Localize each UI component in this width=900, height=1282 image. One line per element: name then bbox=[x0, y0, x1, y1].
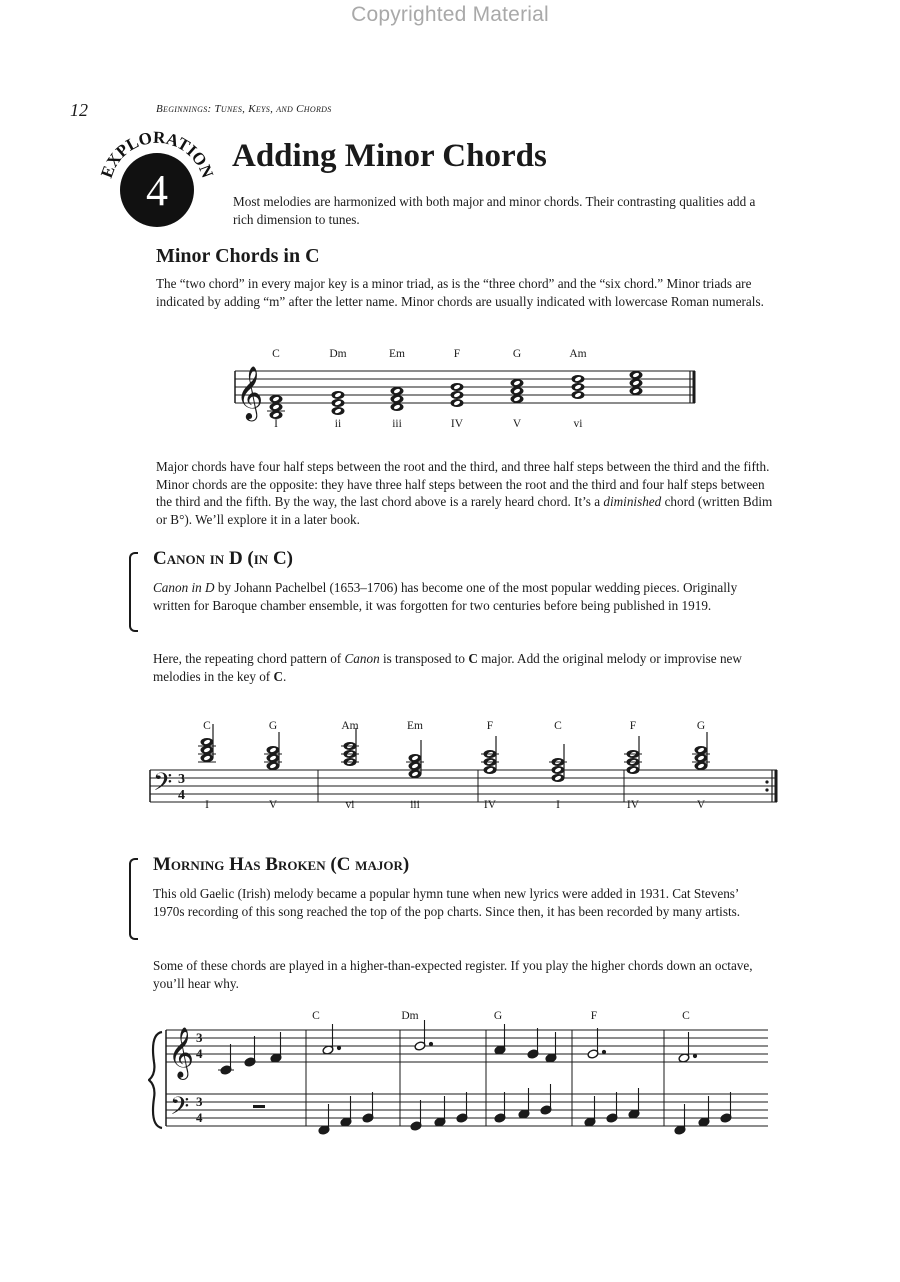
page-title: Adding Minor Chords bbox=[232, 138, 547, 174]
canon-instructions: Here, the repeating chord pattern of Canon is transposed to C major. Add the original melody or improvise new melodies in the key of C. bbox=[153, 651, 742, 684]
svg-text:4: 4 bbox=[196, 1046, 203, 1061]
roman-numeral: vi bbox=[345, 799, 355, 811]
chord-2 bbox=[332, 391, 345, 415]
roman-numeral: V bbox=[512, 418, 522, 430]
running-head: Beginnings: Tunes, Keys, and Chords bbox=[156, 103, 332, 115]
chord-symbol: C bbox=[272, 348, 280, 360]
svg-text:3: 3 bbox=[196, 1094, 203, 1109]
canon-text: Canon in D by Johann Pachelbel (1653–1706) has become one of the most popular wedding pieces. Originally written for Baroque chamber ensemble, it was forgotten for two centuries before being published in 1919. bbox=[153, 580, 738, 613]
svg-text:3: 3 bbox=[196, 1030, 203, 1045]
exploration-number: 4 bbox=[146, 166, 168, 215]
roman-numeral: IV bbox=[450, 418, 464, 430]
roman-numeral: V bbox=[696, 799, 706, 811]
chord-4 bbox=[451, 383, 464, 407]
roman-numeral: V bbox=[268, 799, 278, 811]
chord-symbol: G bbox=[268, 720, 278, 732]
morning-grand-staff bbox=[148, 1002, 778, 1142]
time-sig-top: 3 bbox=[178, 772, 185, 787]
roman-numeral: IV bbox=[626, 799, 640, 811]
chord-3 bbox=[391, 387, 404, 411]
bass-clef-icon: 𝄢 bbox=[153, 769, 173, 802]
chord-symbol: F bbox=[453, 348, 461, 360]
treble-clef-icon: 𝄞 bbox=[168, 1028, 195, 1077]
roman-numeral: IV bbox=[483, 799, 497, 811]
morning-text: This old Gaelic (Irish) melody became a popular hymn tune when new lyrics were added in 1931. Cat Stevens’ 1970s recording of this song reached the top of the pop charts. Since then, it has been recorded by many artists. bbox=[153, 886, 741, 919]
chord-symbol: Am bbox=[569, 348, 587, 360]
section-bracket bbox=[129, 552, 138, 632]
page-number: 12 bbox=[70, 100, 88, 120]
canon-chord-4 bbox=[409, 754, 422, 778]
roman-numeral: vi bbox=[573, 418, 583, 430]
section-heading-minor-chords: Minor Chords in C bbox=[156, 245, 320, 267]
exploration-badge bbox=[92, 118, 222, 230]
chord-symbol: F bbox=[629, 720, 637, 732]
chord-symbol: Dm bbox=[329, 348, 347, 360]
chord-symbol: G bbox=[512, 348, 522, 360]
treble-clef-icon: 𝄞 bbox=[236, 367, 264, 418]
canon-staff bbox=[145, 712, 785, 817]
roman-numeral: ii bbox=[334, 418, 342, 430]
roman-numeral: I bbox=[274, 418, 278, 430]
chord-symbol: G bbox=[696, 720, 706, 732]
section-heading-morning: Morning Has Broken (C major) bbox=[153, 854, 410, 875]
roman-numeral: I bbox=[205, 799, 209, 811]
chord-symbol: F bbox=[590, 1010, 598, 1022]
major-minor-explanation: Major chords have four half steps between the root and the third, and three half steps between the third and the fifth. Minor chords are the opposite: they have three half steps between the root and the third and four half steps between the third and the fifth. By the way, the last chord above is a rarely heard chord. It’s a diminished chord (written Bdim or B°). We’ll explore it in a later book. bbox=[156, 459, 773, 527]
roman-numeral: iii bbox=[410, 799, 420, 811]
roman-numeral: I bbox=[556, 799, 560, 811]
minor-chords-text: The “two chord” in every major key is a minor triad, as is the “three chord” and the “six chord.” Minor triads are indicated by adding “m” after the letter name. Minor chords are usually indicated with lowercase Roman numerals. bbox=[156, 276, 764, 309]
chord-symbol: C bbox=[682, 1010, 690, 1022]
time-sig-bottom: 4 bbox=[178, 788, 185, 803]
intro-text: Most melodies are harmonized with both major and minor chords. Their contrasting qualities add a rich dimension to tunes. bbox=[233, 194, 756, 227]
chord-6 bbox=[572, 375, 585, 399]
morning-instructions: Some of these chords are played in a higher-than-expected register. If you play the higher chords down an octave, you’ll hear why. bbox=[153, 958, 753, 991]
minor-chords-staff bbox=[230, 342, 710, 437]
chord-symbol: C bbox=[203, 720, 211, 732]
section-heading-canon: Canon in D (in C) bbox=[153, 548, 293, 569]
svg-text:4: 4 bbox=[196, 1110, 203, 1125]
chord-1 bbox=[270, 395, 283, 419]
canon-chord-1 bbox=[201, 738, 214, 762]
roman-numeral: iii bbox=[392, 418, 402, 430]
canon-chord-2 bbox=[267, 746, 280, 770]
chord-symbol: Em bbox=[389, 348, 405, 360]
chord-symbol: G bbox=[493, 1010, 503, 1022]
section-bracket bbox=[129, 858, 138, 940]
chord-7 bbox=[630, 371, 643, 395]
chord-symbol: Am bbox=[341, 720, 359, 732]
chord-5 bbox=[511, 379, 524, 403]
exploration-label: EXPLORATION bbox=[96, 127, 218, 181]
chord-symbol: Em bbox=[407, 720, 423, 732]
bass-clef-icon: 𝄢 bbox=[170, 1093, 190, 1126]
watermark: Copyrighted Material bbox=[351, 3, 549, 26]
canon-chord-8 bbox=[695, 746, 708, 770]
chord-symbol: F bbox=[486, 720, 494, 732]
chord-symbol: Dm bbox=[401, 1010, 419, 1022]
chord-symbol: C bbox=[554, 720, 562, 732]
chord-symbol: C bbox=[312, 1010, 320, 1022]
